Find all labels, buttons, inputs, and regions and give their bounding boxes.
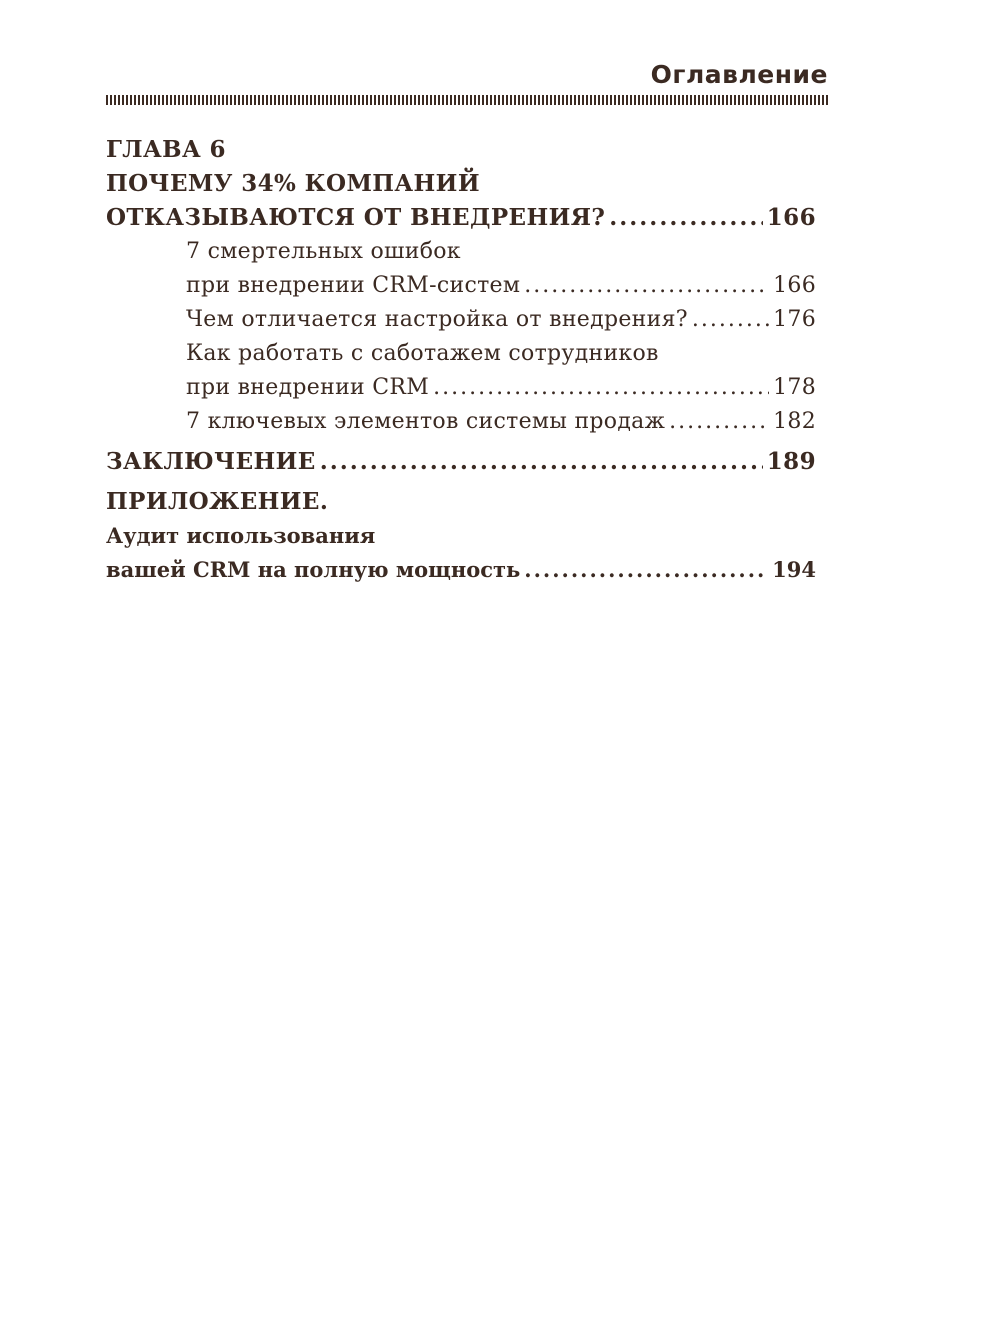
toc-subentry-title: при внедрении CRM	[186, 375, 430, 400]
leader-dots	[669, 405, 769, 439]
toc-subentry-title: при внедрении CRM-систем	[186, 273, 521, 298]
toc-subentry[interactable]	[106, 269, 816, 303]
appendix-subtitle-line1: Аудит использования	[106, 523, 376, 548]
toc-subentry-title: Чем отличается настройка от внедрения?	[186, 307, 688, 332]
toc-entry-appendix[interactable]	[106, 553, 816, 587]
page-number: 176	[773, 307, 816, 332]
page-number: 166	[773, 273, 816, 298]
table-of-contents	[106, 133, 816, 587]
leader-dots	[609, 201, 763, 235]
toc-entry-chapter[interactable]	[106, 201, 816, 235]
leader-dots	[320, 445, 763, 479]
page-number: 189	[766, 448, 816, 475]
header-rule	[106, 95, 828, 105]
leader-dots	[692, 303, 769, 337]
toc-subentry-title: 7 ключевых элементов системы продаж	[186, 409, 666, 434]
leader-dots	[524, 269, 769, 303]
toc-subentry-line: 7 смертельных ошибок	[186, 239, 461, 264]
page-number: 166	[766, 204, 816, 231]
page-number: 194	[772, 557, 816, 582]
chapter-title-line2: ОТКАЗЫВАЮТСЯ ОТ ВНЕДРЕНИЯ?	[106, 204, 606, 231]
appendix-title: ПРИЛОЖЕНИЕ.	[106, 488, 329, 515]
toc-entry-conclusion[interactable]	[106, 445, 816, 479]
toc-subentry[interactable]	[106, 371, 816, 405]
running-head-title: Оглавление	[650, 60, 828, 89]
leader-dots	[433, 371, 769, 405]
toc-subentry[interactable]	[106, 303, 816, 337]
conclusion-title: ЗАКЛЮЧЕНИЕ	[106, 448, 316, 475]
page-number: 182	[773, 409, 816, 434]
toc-subentry[interactable]	[106, 405, 816, 439]
chapter-title-line1: ПОЧЕМУ 34% КОМПАНИЙ	[106, 170, 480, 197]
toc-subentry-line: Как работать с саботажем сотрудников	[186, 341, 659, 366]
chapter-label: ГЛАВА 6	[106, 136, 226, 163]
appendix-subtitle-line2: вашей CRM на полную мощность	[106, 557, 521, 582]
leader-dots	[524, 553, 768, 587]
page-number: 178	[773, 375, 816, 400]
